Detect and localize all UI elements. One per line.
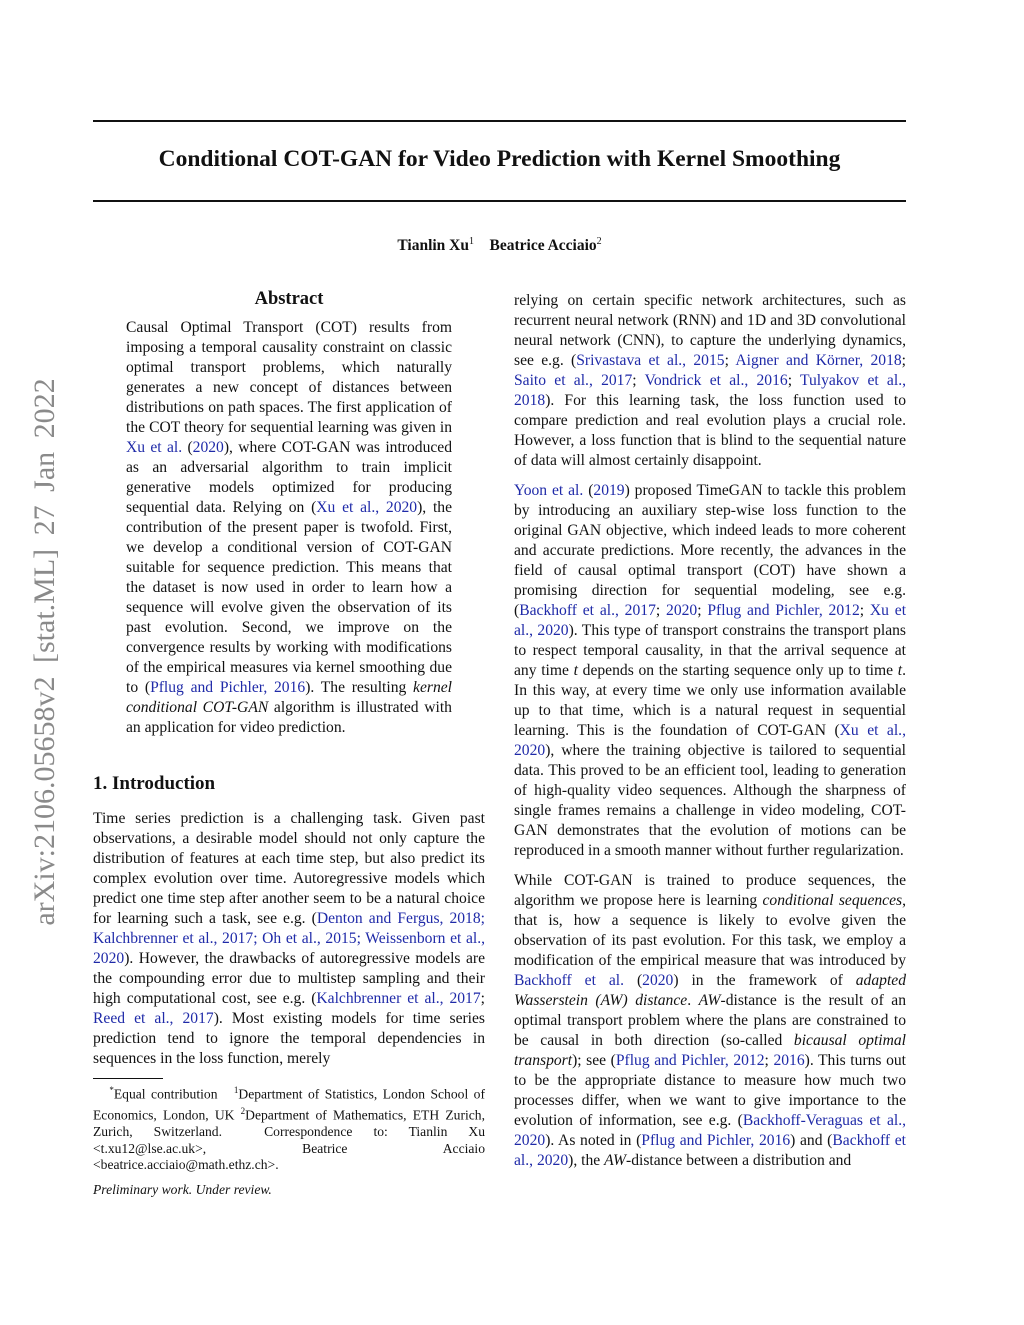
text: ) proposed TimeGAN to tackle this problem by introducing an auxiliary step-wise loss function to the original GAN objective, which indeed leads to more coherent and accurate predictions. More recently, the advances in the field of causal optimal transport (COT) have shown a promising direction for sequential modeling, see e.g. ( bbox=[514, 482, 907, 619]
text: ; bbox=[632, 372, 645, 389]
text: . In this way, at every time we only use information available up to that time, which is a natural request in sequential learning. This is the foundation of COT-GAN ( bbox=[514, 662, 906, 739]
citation-link[interactable]: Aigner and Körner, 2018 bbox=[735, 352, 902, 369]
section-heading-introduction: 1. Introduction bbox=[93, 773, 216, 794]
footnote-mark: * bbox=[109, 1085, 114, 1095]
text: , that is, how a sequence is likely to evolve given the observation of its past evolution. For this task, we employ a modification of the empirical measure that was introduced by bbox=[514, 892, 906, 969]
paragraph bbox=[514, 481, 906, 861]
citation-link[interactable]: Yoon et al. bbox=[514, 482, 584, 499]
italic-text: t bbox=[897, 662, 903, 679]
citation-link[interactable]: Backhoff et al., 2020 bbox=[514, 1132, 907, 1169]
text: ; bbox=[697, 602, 708, 619]
text: -distance is the result of an optimal transport problem where the plans are constrained to be causal in both direction (so-called bbox=[514, 992, 906, 1049]
italic-text: AW bbox=[604, 1152, 627, 1169]
text: ). This turns out to be the appropriate distance to measure how much two processes differ, when we want to give importance to the evolution of information, see e.g. ( bbox=[514, 1052, 906, 1129]
text: While COT-GAN is trained to produce sequences, the algorithm we propose here is learning bbox=[514, 872, 906, 909]
paragraph bbox=[93, 809, 485, 1069]
citation-link[interactable]: 2020 bbox=[666, 602, 698, 619]
citation-link[interactable]: Backhoff et al., 2017 bbox=[519, 602, 656, 619]
paper-title: Conditional COT-GAN for Video Prediction with Kernel Smoothing bbox=[158, 146, 841, 172]
text: algorithm is illustrated with an application for video prediction. bbox=[126, 699, 452, 736]
text: Causal Optimal Transport (COT) results from imposing a temporal causality constraint on classic optimal transport problems, which naturally generates a new concept of distances between distributions on path spaces. The first application of the COT theory for sequential learning was given in bbox=[126, 319, 452, 436]
citation-link[interactable]: Reed et al., 2017 bbox=[93, 1010, 214, 1027]
text: ) in the framework of bbox=[673, 972, 856, 989]
footnote-affiliation-2: Department of Mathematics, ETH Zurich, Zurich, Switzerland. bbox=[93, 1107, 485, 1140]
italic-text: bicausal optimal transport bbox=[514, 1032, 906, 1069]
text: Time series prediction is a challenging task. Given past observations, a desirable model should not only capture the distribution of features at each time step, but also predict its complex evolution over time. Autoregressive models which predict one time step after another seem to be a natural choice for learning such a task, see e.g. ( bbox=[93, 810, 485, 927]
citation-link[interactable]: Denton and Fergus, 2018; Kalchbrenner et al., 2017; Oh et al., 2015; Weissenborn et al., 2020 bbox=[93, 910, 485, 967]
italic-text: conditional sequences bbox=[762, 892, 903, 909]
citation-link[interactable]: Backhoff et al. bbox=[514, 972, 625, 989]
citation-link[interactable]: Xu et al. bbox=[126, 439, 183, 456]
left-column-body bbox=[93, 809, 485, 1079]
author-name: Beatrice Acciaio bbox=[489, 237, 597, 255]
citation-link[interactable]: Pflug and Pichler, 2012 bbox=[707, 602, 860, 619]
footnote-affiliation-1: Department of Statistics, London School of Economics, London, UK bbox=[93, 1086, 485, 1123]
text: ; bbox=[787, 372, 800, 389]
text: ; bbox=[480, 990, 485, 1007]
citation-link[interactable]: Vondrick et al., 2016 bbox=[644, 372, 788, 389]
text: ). As noted in ( bbox=[545, 1132, 642, 1149]
authors bbox=[93, 236, 906, 255]
text: ), the contribution of the present paper is twofold. First, we develop a conditional version of COT-GAN suitable for sequence prediction. This means that the dataset is now used in order to learn how a sequence will evolve given the observation of its past evolution. Second, we improve on the convergence results by working with modifications of the empirical measures via kernel smoothing due to ( bbox=[126, 499, 452, 696]
text: ). Most existing models for time series prediction tend to ignore the temporal dependencies in sequences in the loss function, merely bbox=[93, 1010, 486, 1067]
footnote-rule bbox=[93, 1078, 163, 1079]
text: ( bbox=[624, 972, 643, 989]
citation-link[interactable]: 2016 bbox=[773, 1052, 805, 1069]
text: ). However, the drawbacks of autoregressive models are the compounding error due to multistep sampling and their high computational cost, see e.g. ( bbox=[93, 950, 485, 1007]
arxiv-identifier: arXiv:2106.05658v2 [stat.ML] 27 Jan 2022 bbox=[28, 378, 61, 926]
italic-text: t bbox=[573, 662, 578, 679]
text: ). For this learning task, the loss function used to compare prediction and real evolution plays a crucial role. However, a loss function that is blind to the sequential nature of data will almost certainly disappoint. bbox=[514, 392, 906, 469]
citation-link[interactable]: Srivastava et al., 2015 bbox=[576, 352, 725, 369]
right-column-body bbox=[514, 291, 906, 1181]
paragraph bbox=[514, 291, 906, 471]
paragraph bbox=[514, 871, 906, 1171]
footnote bbox=[93, 1082, 485, 1174]
author-name: Tianlin Xu bbox=[397, 237, 469, 255]
text: ( bbox=[583, 482, 594, 499]
text: ), where the training objective is tailored to sequential data. This proved to be an efficient tool, leading to generation of high-quality video sequences. Although the sharpness of single frames remains a challenge in video modeling, COT-GAN demonstrates that the evolution of motions can be reproduced in a smooth manner without further regularization. bbox=[514, 742, 906, 859]
italic-text: kernel conditional COT-GAN bbox=[126, 679, 452, 716]
author-affil: 2 bbox=[596, 236, 602, 247]
preliminary-note: Preliminary work. Under review. bbox=[93, 1182, 272, 1197]
title-bottom-rule bbox=[93, 200, 906, 202]
abstract-body bbox=[126, 318, 452, 748]
citation-link[interactable]: Pflug and Pichler, 2016 bbox=[150, 679, 306, 696]
text: depends on the starting sequence only up to time bbox=[577, 662, 898, 679]
citation-link[interactable]: Xu et al., 2020 bbox=[514, 722, 906, 759]
text: ). The resulting bbox=[305, 679, 414, 696]
text: -distance between a distribution and bbox=[626, 1152, 852, 1169]
footnote-correspondence: Correspondence to: Tianlin Xu <t.xu12@lse.ac.uk>, Beatrice Acciaio <beatrice.acciaio@math.ethz.ch>. bbox=[93, 1124, 486, 1173]
text: ; bbox=[724, 352, 736, 369]
abstract-heading: Abstract bbox=[254, 289, 324, 309]
text: ), the bbox=[568, 1152, 605, 1169]
citation-link[interactable]: Pflug and Pichler, 2012 bbox=[615, 1052, 765, 1069]
text: ). This type of transport constrains the transport plans to respect temporal causality, in that the arrival sequence at any time bbox=[514, 622, 906, 679]
citation-link[interactable]: Saito et al., 2017 bbox=[514, 372, 633, 389]
text: ), where COT-GAN was introduced as an adversarial algorithm to train implicit generative models optimized for producing sequential data. Relying on ( bbox=[126, 439, 453, 516]
top-rule bbox=[93, 120, 906, 122]
citation-link[interactable]: 2019 bbox=[593, 482, 625, 499]
citation-link[interactable]: 2020 bbox=[642, 972, 674, 989]
author-affil: 1 bbox=[469, 236, 474, 247]
text: ( bbox=[182, 439, 193, 456]
italic-text: AW bbox=[698, 992, 721, 1009]
citation-link[interactable]: Pflug and Pichler, 2016 bbox=[641, 1132, 791, 1149]
citation-link[interactable]: Tulyakov et al., 2018 bbox=[514, 372, 906, 409]
citation-link[interactable]: Xu et al., 2020 bbox=[514, 602, 907, 639]
text: ) and ( bbox=[790, 1132, 833, 1149]
paragraph bbox=[126, 318, 452, 738]
text: . bbox=[687, 992, 699, 1009]
text: ); see ( bbox=[572, 1052, 616, 1069]
footnote-equal: Equal contribution bbox=[113, 1086, 218, 1102]
footnote-mark: 2 bbox=[240, 1106, 246, 1117]
text: ; bbox=[901, 352, 907, 369]
text: ; bbox=[764, 1052, 774, 1069]
italic-text: adapted Wasserstein (AW) distance bbox=[514, 972, 906, 1009]
citation-link[interactable]: Kalchbrenner et al., 2017 bbox=[316, 990, 481, 1007]
citation-link[interactable]: Xu et al., 2020 bbox=[316, 499, 418, 516]
text: relying on certain specific network architectures, such as recurrent neural network (RNN) and 1D and 3D convolutional neural network (CNN), to capture the underlying dynamics, see e.g. ( bbox=[514, 292, 906, 369]
citation-link[interactable]: Backhoff-Veraguas et al., 2020 bbox=[514, 1112, 906, 1149]
footnote-mark: 1 bbox=[233, 1085, 239, 1095]
text: ; bbox=[655, 602, 667, 619]
citation-link[interactable]: 2020 bbox=[192, 439, 224, 456]
text: ; bbox=[859, 602, 870, 619]
